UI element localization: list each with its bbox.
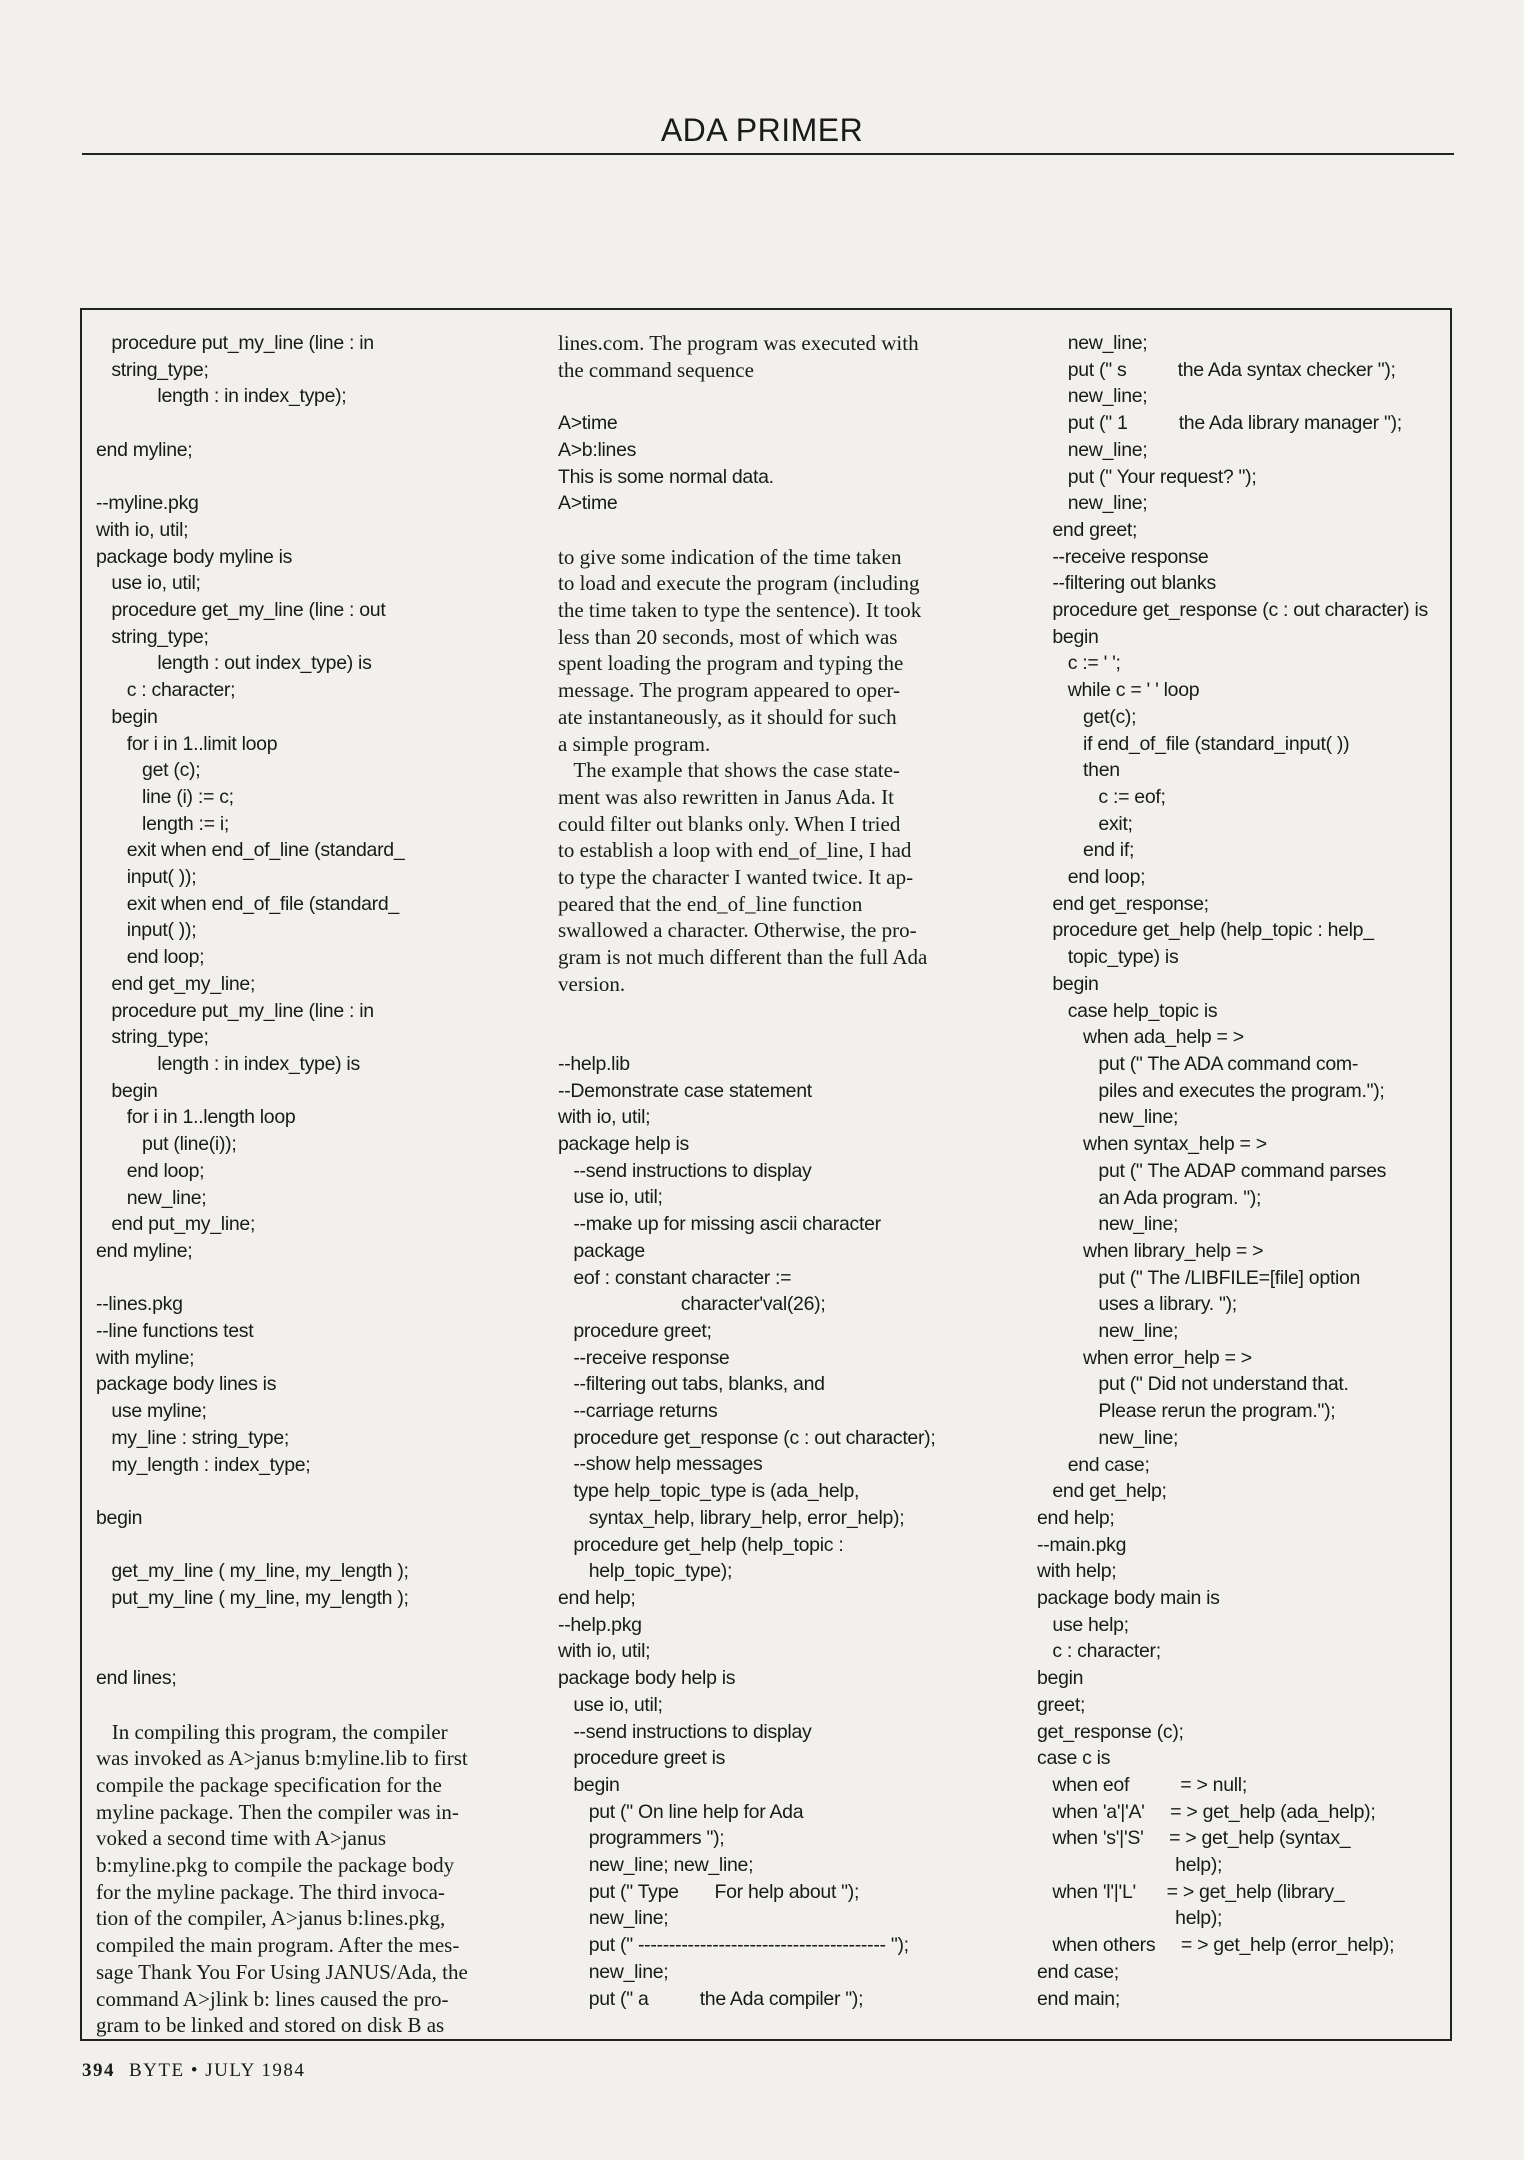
page-number: 394 xyxy=(82,2060,115,2081)
column-3 xyxy=(1037,330,1452,2012)
paragraph-compiling: In compiling this program, the compiler was invoked as A>janus b:myline.lib to first compile the package specification for the myline package. Then the compiler was in- voked a second time with A>janus b:myline.pkg to compile the package body for the myline package. The third invoca- tion of the compiler, A>janus b:lines.pkg, compiled the main program. After the mes- sage Thank You For Using JANUS/Ada, the command A>jlink b: lines caused the pro- gram to be linked and stored on disk B as xyxy=(96,1719,468,2038)
column-2 xyxy=(558,330,1058,2012)
code-listing-help: --help.lib --Demonstrate case statement with io, util; package help is --send instructions to display use io, util; --make up for missing ascii character package eof : constant character := character'val(26); procedure greet; --receive response --filtering out tabs, blanks, and --carriage returns procedure get_response (c : out character); --show help messages type help_topic_type is (ada_help, syntax_help, library_help, error_help); procedure get_help (help_topic : help_topic_type); end help; --help.pkg with io, util; package body help is use io, util; --send instructions to display procedure greet is begin put (" On line help for Ada programmers "); new_line; new_line; put (" Type For help about "); new_line; put (" ---------------------------------------- "); new_line; put (" a the Ada compiler "); xyxy=(558,1052,936,2010)
code-listing-myline-lines: procedure put_my_line (line : in string_type; length : in index_type); end myline; --myline.pkg with io, util; package body myline is use io, util; procedure get_my_line (line : out string_type; length : out index_type) is c : character; begin for i in 1..limit loop get (c); line (i) := c; length := i; exit when end_of_line (standard_ input( )); exit when end_of_file (standard_ input( )); end loop; end get_my_line; procedure put_my_line (line : in string_type; length : in index_type) is begin for i in 1..length loop put (line(i)); end loop; new_line; end put_my_line; end myline; --lines.pkg --line functions test with myline; package body lines is use myline; my_line : string_type; my_length : index_type; begin get_my_line ( my_line, my_length ); put_my_line ( my_line, my_length ); end lines; xyxy=(96,332,409,1690)
page-header-title: ADA PRIMER xyxy=(660,112,864,148)
paragraph-executed: lines.com. The program was executed with the command sequence xyxy=(558,331,919,382)
spacer xyxy=(558,383,1058,410)
column-1 xyxy=(96,330,612,2039)
page-footer xyxy=(82,2060,305,2082)
paragraph-timing: to give some indication of the time taken to load and execute the program (including the time taken to type the sentence). It took less than 20 seconds, most of which was spent loading the program and typing the message. The program appeared to oper- ate instantaneously, as it should for such a simple program. The example that shows the case state- ment was also rewritten in Janus Ada. It could filter out blanks only. When I tried to establish a loop with end_of_line, I had to type the character I wanted twice. It ap- peared that the end_of_line function swallowed a character. Otherwise, the pro- gram is not much different than the full Ada version. xyxy=(558,544,928,996)
spacer xyxy=(558,517,1058,544)
header-rule xyxy=(82,153,1454,155)
code-listing-help-body-main: new_line; put (" s the Ada syntax checker "); new_line; put (" 1 the Ada library manager "); new_line; put (" Your request? "); new_line; end greet; --receive response --filtering out blanks procedure get_response (c : out character) is begin c := ' '; while c = ' ' loop get(c); if end_of_file (standard_input( )) then c := eof; exit; end if; end loop; end get_response; procedure get_help (help_topic : help_ topic_type) is begin case help_topic is when ada_help = > put (" The ADA command com- piles and executes the program."); new_line; when syntax_help = > put (" The ADAP command parses an Ada program. "); new_line; when library_help = > put (" The /LIBFILE=[file] option uses a library. "); new_line; when error_help = > put (" Did not understand that. Please rerun the program."); new_line; end case; end get_help; end help; --main.pkg with help; package body main is use help; c : character; begin greet; get_response (c); case c is when eof = > null; when 'a'|'A' = > get_help (ada_help); when 's'|'S' = > get_help (syntax_ help); when 'l'|'L' = > get_help (library_ help); when others = > get_help (error_help); end case; end main; xyxy=(1037,332,1428,2010)
spacer xyxy=(558,998,1058,1051)
spacer xyxy=(96,1692,612,1719)
article-frame xyxy=(80,308,1452,2041)
terminal-session: A>time A>b:lines This is some normal data. A>time xyxy=(558,412,774,515)
publication-line: BYTE • JULY 1984 xyxy=(129,2060,306,2081)
